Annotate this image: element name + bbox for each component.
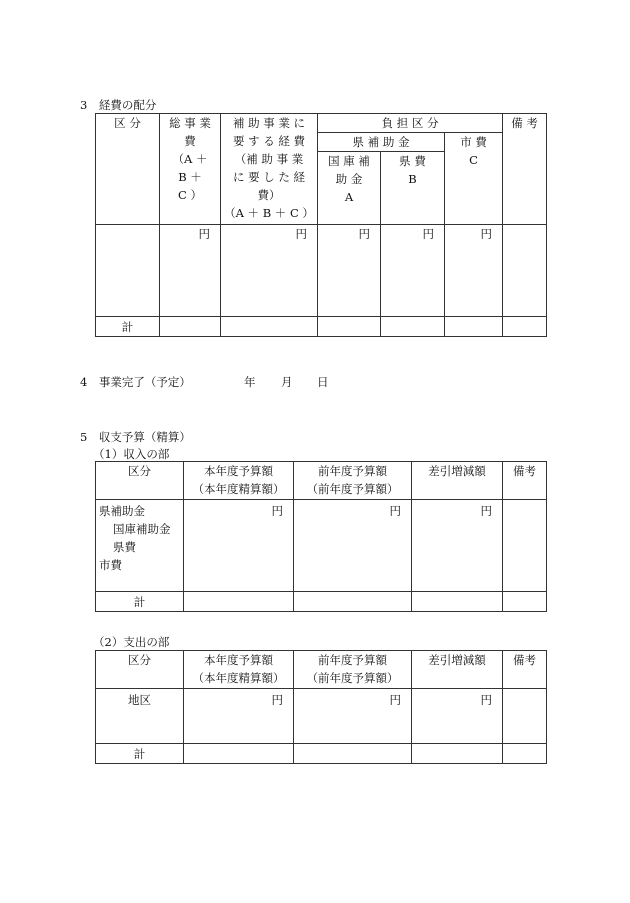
yen-city: 円 xyxy=(445,225,503,317)
expense-total-label: 計 xyxy=(96,744,184,764)
income-yen-previous: 円 xyxy=(294,500,412,592)
expense-yen-previous: 円 xyxy=(294,689,412,744)
header-burden: 負 担 区 分 xyxy=(318,114,503,133)
expense-header-diff: 差引増減額 xyxy=(412,651,503,689)
header-total-cost: 総 事 業 費 （A ＋ B ＋ C ） xyxy=(160,114,221,225)
body-remarks xyxy=(503,225,547,317)
income-title: （1）収入の部 xyxy=(93,447,170,461)
income-item: 県補助金 xyxy=(99,504,145,518)
expense-item: 地区 xyxy=(96,689,184,744)
expense-yen-current: 円 xyxy=(184,689,294,744)
expense-header-current: 本年度予算額 （本年度精算額） xyxy=(184,651,294,689)
completion-month: 月 xyxy=(281,375,293,389)
income-header-current: 本年度予算額 （本年度精算額） xyxy=(184,462,294,500)
section3-title: 3 経費の配分 xyxy=(80,98,157,112)
income-items xyxy=(96,500,184,592)
income-header-diff: 差引増減額 xyxy=(412,462,503,500)
income-total-label: 計 xyxy=(96,592,184,612)
yen-subsidy-cost: 円 xyxy=(221,225,318,317)
income-header-kubun: 区分 xyxy=(96,462,184,500)
income-yen-current: 円 xyxy=(184,500,294,592)
income-item: 県費 xyxy=(113,540,136,554)
completion-year: 年 xyxy=(244,375,256,389)
body-kubun xyxy=(96,225,160,317)
expense-header-remarks: 備考 xyxy=(503,651,547,689)
header-city: 市 費 C xyxy=(445,133,503,225)
header-pref-subsidy: 県 補 助 金 xyxy=(318,133,445,152)
section4-title: 4 事業完了（予定） xyxy=(80,375,191,389)
total-label: 計 xyxy=(96,317,160,337)
expense-table xyxy=(95,650,547,764)
income-header-previous: 前年度予算額 （前年度予算額） xyxy=(294,462,412,500)
expense-header-previous: 前年度予算額 （前年度予算額） xyxy=(294,651,412,689)
header-subsidy-cost: 補 助 事 業 に 要 す る 経 費 （補 助 事 業 に 要 し た 経 費） （A ＋ B ＋ C ） xyxy=(221,114,318,225)
income-item: 国庫補助金 xyxy=(113,522,171,536)
yen-national: 円 xyxy=(318,225,381,317)
expense-header-kubun: 区分 xyxy=(96,651,184,689)
expense-yen-diff: 円 xyxy=(412,689,503,744)
income-table xyxy=(95,461,547,612)
expense-title: （2）支出の部 xyxy=(93,635,170,649)
yen-total: 円 xyxy=(160,225,221,317)
income-header-remarks: 備考 xyxy=(503,462,547,500)
section5-title: 5 収支予算（精算） xyxy=(80,430,191,444)
income-yen-diff: 円 xyxy=(412,500,503,592)
income-item: 市費 xyxy=(99,558,122,572)
header-national: 国 庫 補 助 金 A xyxy=(318,152,381,225)
header-remarks: 備 考 xyxy=(503,114,547,225)
yen-pref: 円 xyxy=(381,225,445,317)
header-kubun: 区 分 xyxy=(96,114,160,225)
completion-day: 日 xyxy=(317,375,329,389)
header-pref: 県 費 B xyxy=(381,152,445,225)
expense-allocation-table xyxy=(95,113,547,337)
